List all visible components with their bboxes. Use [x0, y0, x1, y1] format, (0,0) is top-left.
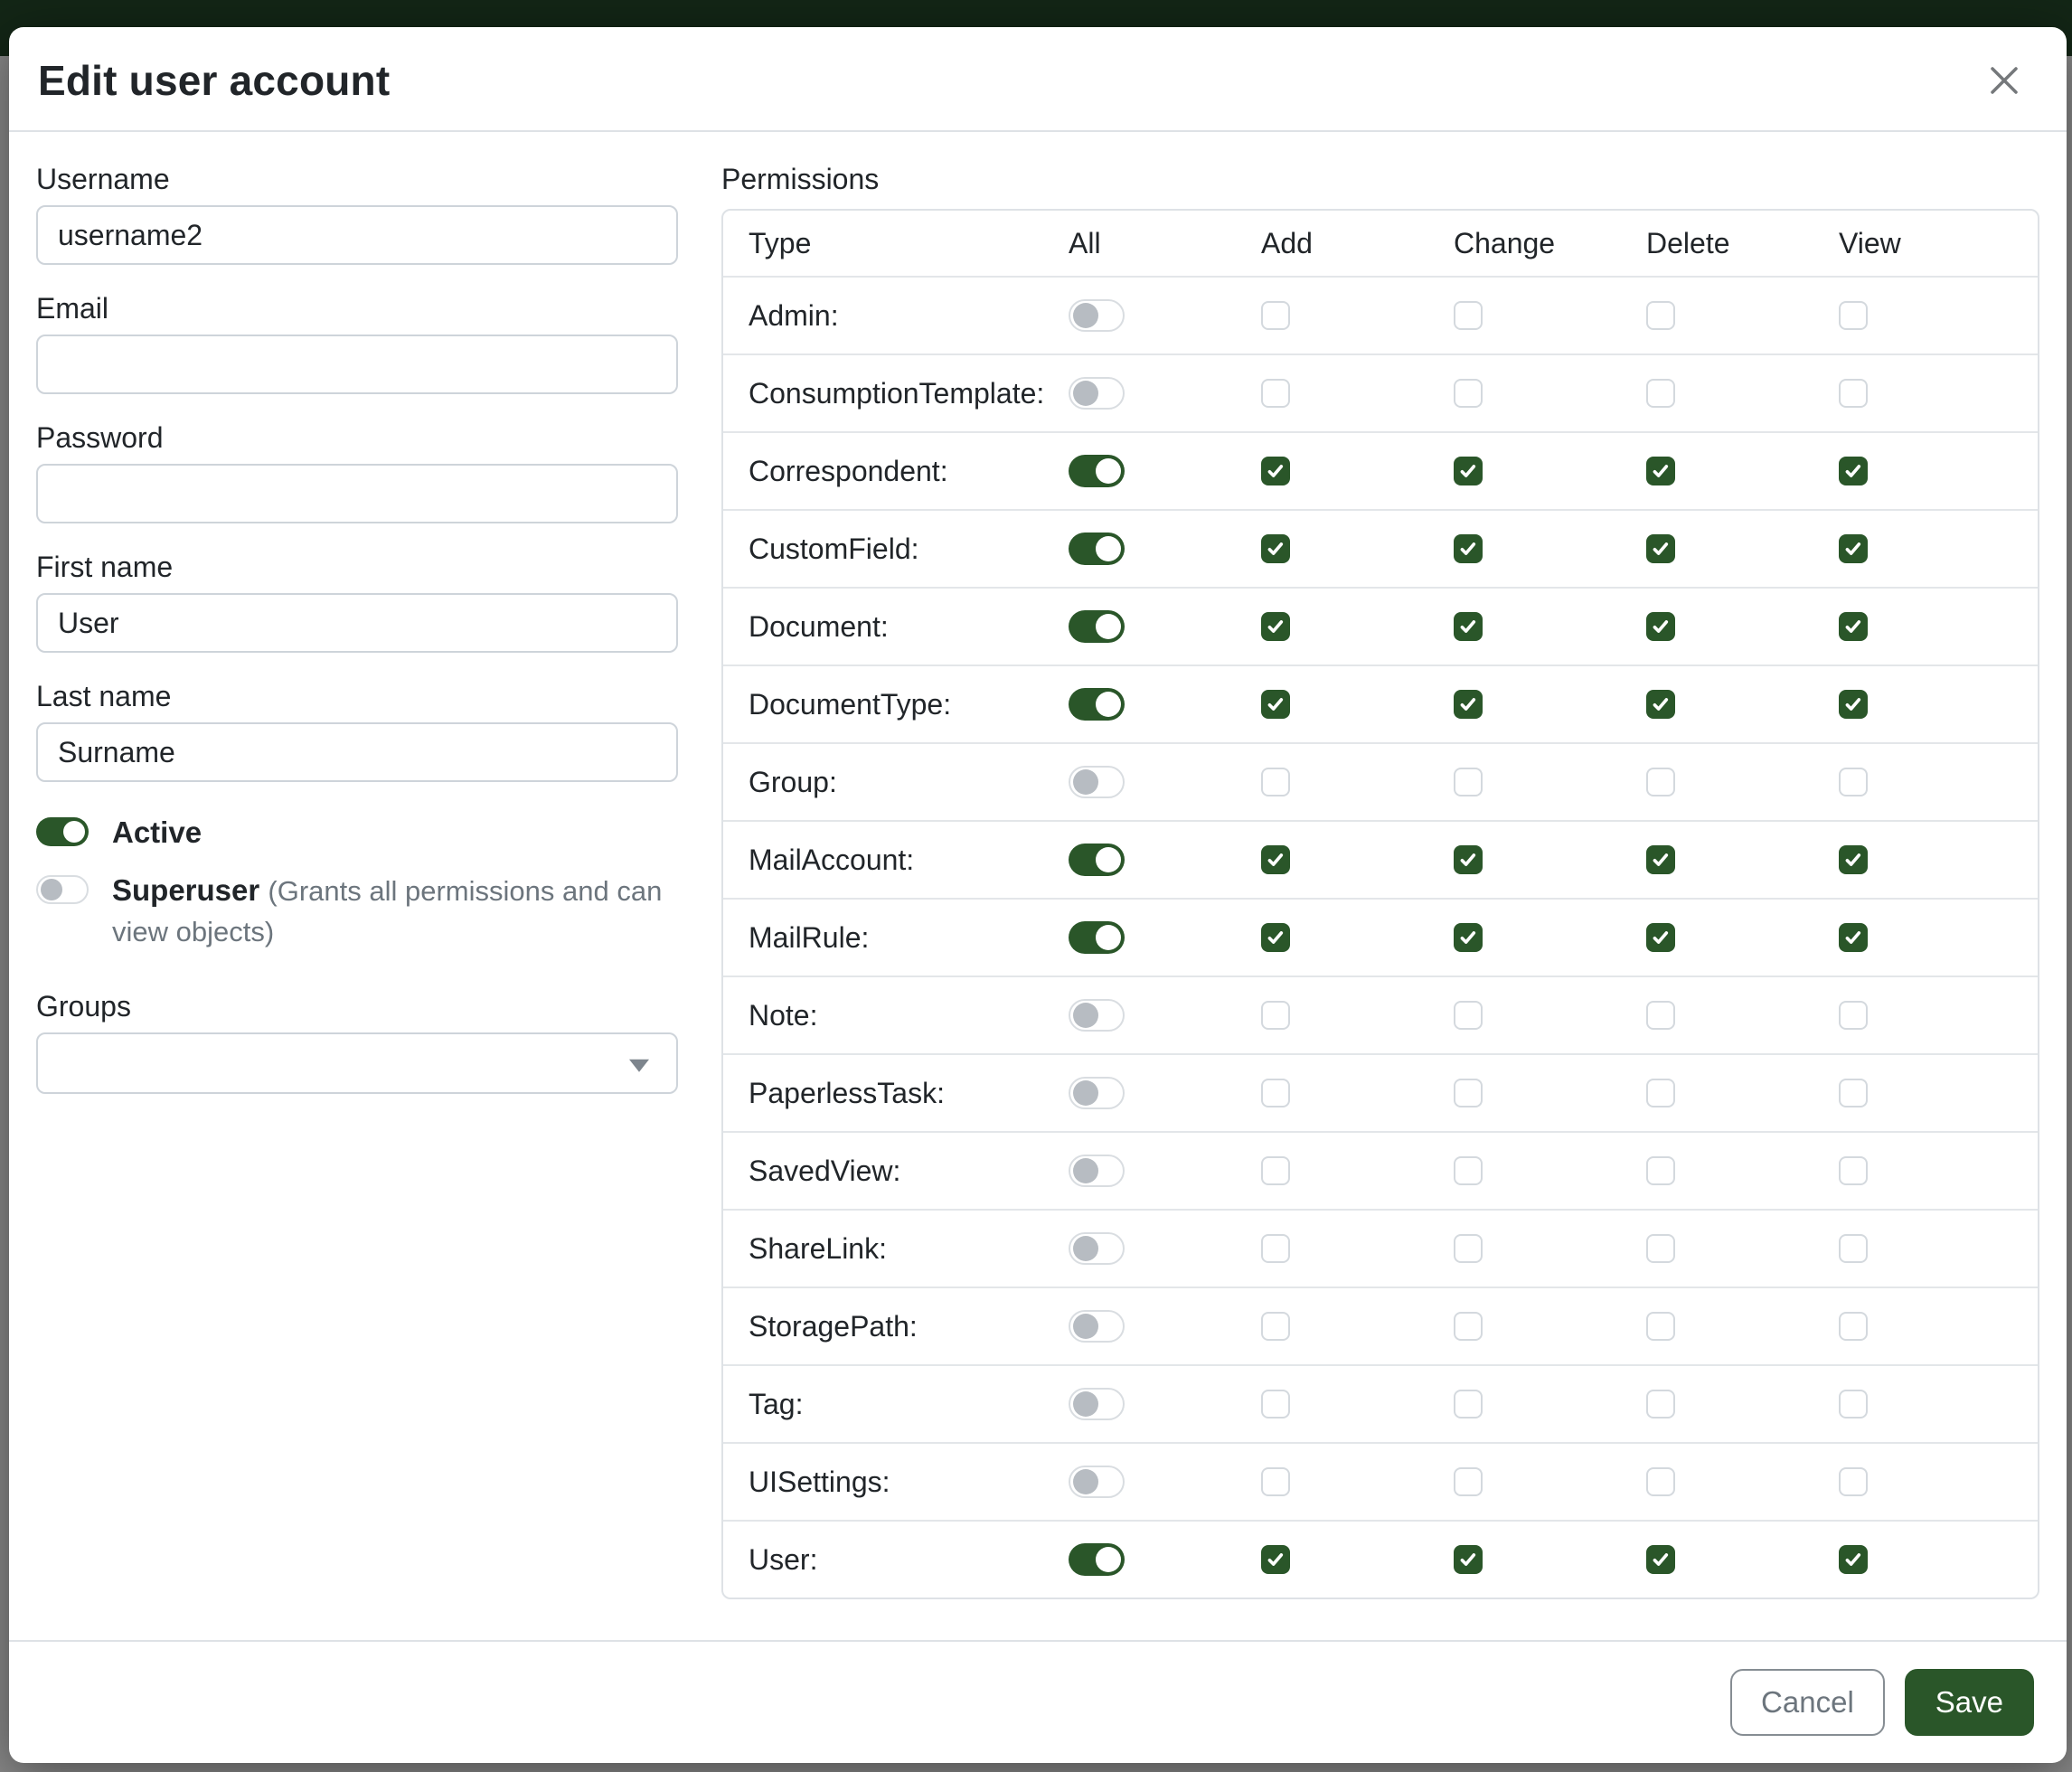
perm-delete-checkbox[interactable]	[1646, 1312, 1675, 1341]
chevron-down-icon	[629, 1060, 649, 1072]
perm-change-checkbox[interactable]	[1454, 1079, 1483, 1108]
groups-label: Groups	[36, 990, 131, 1023]
first-name-group	[36, 551, 678, 653]
perm-change-checkbox[interactable]	[1454, 923, 1483, 952]
perm-type-label: ConsumptionTemplate:	[749, 376, 1045, 410]
permissions-table-row	[723, 1520, 2038, 1598]
col-header-delete: Delete	[1646, 226, 1730, 259]
perm-add-checkbox[interactable]	[1261, 1545, 1290, 1574]
perm-change-checkbox[interactable]	[1454, 690, 1483, 719]
permissions-table-row	[723, 1209, 2038, 1287]
groups-group	[36, 990, 678, 1094]
active-label: Active	[112, 815, 202, 849]
perm-add-checkbox[interactable]	[1261, 534, 1290, 563]
perm-delete-checkbox[interactable]	[1646, 768, 1675, 796]
perm-view-checkbox[interactable]	[1839, 1001, 1868, 1030]
perm-delete-checkbox[interactable]	[1646, 1545, 1675, 1574]
perm-all-toggle[interactable]	[1069, 1543, 1125, 1576]
perm-add-checkbox[interactable]	[1261, 1312, 1290, 1341]
permissions-table-row	[723, 353, 2038, 431]
permissions-table-row	[723, 587, 2038, 664]
perm-view-checkbox[interactable]	[1839, 768, 1868, 796]
edit-user-modal	[9, 27, 2067, 1763]
perm-type-label: Note:	[749, 998, 818, 1032]
perm-add-checkbox[interactable]	[1261, 457, 1290, 485]
perm-change-checkbox[interactable]	[1454, 457, 1483, 485]
close-icon	[1983, 90, 2025, 104]
perm-type-label: Tag:	[749, 1387, 804, 1420]
superuser-text	[112, 871, 678, 952]
perm-change-checkbox[interactable]	[1454, 845, 1483, 874]
perm-add-checkbox[interactable]	[1261, 1390, 1290, 1419]
perm-view-checkbox[interactable]	[1839, 301, 1868, 330]
perm-add-checkbox[interactable]	[1261, 612, 1290, 641]
cancel-button[interactable]: Cancel	[1730, 1669, 1885, 1736]
perm-type-label: User:	[749, 1542, 818, 1576]
password-field[interactable]	[36, 464, 678, 523]
permissions-table-row	[723, 1287, 2038, 1364]
save-button[interactable]: Save	[1905, 1669, 2034, 1736]
first-name-label: First name	[36, 551, 174, 583]
permissions-table-header	[723, 211, 2038, 276]
perm-add-checkbox[interactable]	[1261, 1156, 1290, 1185]
col-header-all: All	[1069, 226, 1101, 259]
perm-delete-checkbox[interactable]	[1646, 612, 1675, 641]
permissions-section	[721, 163, 2039, 1613]
perm-view-checkbox[interactable]	[1839, 1545, 1868, 1574]
active-row	[36, 813, 678, 853]
perm-add-checkbox[interactable]	[1261, 1234, 1290, 1263]
perm-delete-checkbox[interactable]	[1646, 1001, 1675, 1030]
permissions-table-row	[723, 1442, 2038, 1520]
password-group	[36, 421, 678, 523]
permissions-table	[721, 209, 2039, 1599]
perm-type-label: Correspondent:	[749, 454, 948, 487]
perm-delete-checkbox[interactable]	[1646, 1467, 1675, 1496]
perm-all-toggle[interactable]	[1069, 299, 1125, 332]
permissions-heading: Permissions	[721, 163, 880, 195]
permissions-table-row	[723, 898, 2038, 976]
perm-view-checkbox[interactable]	[1839, 1079, 1868, 1108]
superuser-toggle[interactable]	[36, 875, 89, 904]
perm-change-checkbox[interactable]	[1454, 612, 1483, 641]
perm-change-checkbox[interactable]	[1454, 1545, 1483, 1574]
perm-delete-checkbox[interactable]	[1646, 1390, 1675, 1419]
email-group	[36, 292, 678, 394]
perm-type-label: PaperlessTask:	[749, 1076, 945, 1109]
perm-delete-checkbox[interactable]	[1646, 690, 1675, 719]
first-name-field[interactable]	[36, 593, 678, 653]
perm-add-checkbox[interactable]	[1261, 690, 1290, 719]
username-input[interactable]	[36, 205, 678, 265]
col-header-add: Add	[1261, 226, 1313, 259]
perm-all-toggle[interactable]	[1069, 999, 1125, 1032]
perm-change-checkbox[interactable]	[1454, 1156, 1483, 1185]
perm-delete-checkbox[interactable]	[1646, 845, 1675, 874]
perm-view-checkbox[interactable]	[1839, 1390, 1868, 1419]
perm-all-toggle[interactable]	[1069, 1466, 1125, 1498]
perm-type-label: Document:	[749, 609, 889, 643]
perm-change-checkbox[interactable]	[1454, 379, 1483, 408]
perm-all-toggle[interactable]	[1069, 1310, 1125, 1343]
perm-change-checkbox[interactable]	[1454, 1467, 1483, 1496]
perm-add-checkbox[interactable]	[1261, 301, 1290, 330]
permissions-table-row	[723, 509, 2038, 587]
perm-type-label: SavedView:	[749, 1154, 901, 1187]
perm-view-checkbox[interactable]	[1839, 612, 1868, 641]
perm-delete-checkbox[interactable]	[1646, 923, 1675, 952]
perm-view-checkbox[interactable]	[1839, 1312, 1868, 1341]
perm-type-label: CustomField:	[749, 532, 919, 565]
modal-body	[9, 132, 2067, 1640]
perm-delete-checkbox[interactable]	[1646, 301, 1675, 330]
perm-change-checkbox[interactable]	[1454, 1001, 1483, 1030]
perm-add-checkbox[interactable]	[1261, 379, 1290, 408]
perm-type-label: Admin:	[749, 298, 839, 332]
perm-change-checkbox[interactable]	[1454, 1312, 1483, 1341]
perm-all-toggle[interactable]	[1069, 533, 1125, 565]
superuser-hint: (Grants all permissions and can view objects)	[112, 875, 663, 947]
permissions-rows	[723, 276, 2038, 1598]
password-label: Password	[36, 421, 164, 454]
permissions-table-row	[723, 431, 2038, 509]
perm-type-label: MailRule:	[749, 920, 870, 954]
email-label: Email	[36, 292, 109, 325]
perm-change-checkbox[interactable]	[1454, 1390, 1483, 1419]
perm-change-checkbox[interactable]	[1454, 534, 1483, 563]
col-header-type: Type	[749, 226, 812, 259]
col-header-change: Change	[1454, 226, 1556, 259]
perm-all-toggle[interactable]	[1069, 455, 1125, 487]
permissions-table-row	[723, 664, 2038, 742]
perm-view-checkbox[interactable]	[1839, 690, 1868, 719]
perm-add-checkbox[interactable]	[1261, 923, 1290, 952]
perm-all-toggle[interactable]	[1069, 1232, 1125, 1265]
perm-add-checkbox[interactable]	[1261, 1001, 1290, 1030]
perm-type-label: UISettings:	[749, 1465, 890, 1498]
perm-type-label: Group:	[749, 765, 837, 798]
superuser-label: Superuser	[112, 873, 260, 907]
perm-all-toggle[interactable]	[1069, 766, 1125, 798]
perm-view-checkbox[interactable]	[1839, 1467, 1868, 1496]
perm-delete-checkbox[interactable]	[1646, 534, 1675, 563]
perm-delete-checkbox[interactable]	[1646, 1234, 1675, 1263]
perm-view-checkbox[interactable]	[1839, 1234, 1868, 1263]
permissions-table-row	[723, 276, 2038, 353]
superuser-row	[36, 871, 678, 952]
perm-all-toggle[interactable]	[1069, 1155, 1125, 1187]
user-form	[36, 163, 678, 1613]
last-name-label: Last name	[36, 680, 172, 712]
col-header-view: View	[1839, 226, 1901, 259]
active-toggle[interactable]	[36, 817, 89, 846]
perm-change-checkbox[interactable]	[1454, 1234, 1483, 1263]
perm-all-toggle[interactable]	[1069, 1388, 1125, 1420]
perm-type-label: MailAccount:	[749, 843, 915, 876]
perm-all-toggle[interactable]	[1069, 688, 1125, 721]
perm-view-checkbox[interactable]	[1839, 534, 1868, 563]
perm-type-label: DocumentType:	[749, 687, 952, 721]
perm-add-checkbox[interactable]	[1261, 1079, 1290, 1108]
modal-title: Edit user account	[38, 57, 391, 104]
perm-type-label: ShareLink:	[749, 1231, 887, 1265]
perm-all-toggle[interactable]	[1069, 610, 1125, 643]
perm-delete-checkbox[interactable]	[1646, 1079, 1675, 1108]
perm-all-toggle[interactable]	[1069, 844, 1125, 876]
perm-type-label: StoragePath:	[749, 1309, 918, 1343]
perm-view-checkbox[interactable]	[1839, 379, 1868, 408]
perm-add-checkbox[interactable]	[1261, 1467, 1290, 1496]
perm-view-checkbox[interactable]	[1839, 1156, 1868, 1185]
perm-add-checkbox[interactable]	[1261, 845, 1290, 874]
perm-view-checkbox[interactable]	[1839, 845, 1868, 874]
permissions-table-row	[723, 1053, 2038, 1131]
perm-delete-checkbox[interactable]	[1646, 457, 1675, 485]
permissions-table-row	[723, 820, 2038, 898]
perm-delete-checkbox[interactable]	[1646, 379, 1675, 408]
email-field[interactable]	[36, 335, 678, 394]
perm-add-checkbox[interactable]	[1261, 768, 1290, 796]
username-label: Username	[36, 163, 170, 195]
perm-view-checkbox[interactable]	[1839, 923, 1868, 952]
permissions-table-row	[723, 1364, 2038, 1442]
modal-footer	[9, 1640, 2067, 1763]
permissions-table-row	[723, 742, 2038, 820]
close-button[interactable]	[1978, 54, 2030, 107]
username-group	[36, 163, 678, 265]
groups-select[interactable]	[36, 1032, 678, 1094]
perm-change-checkbox[interactable]	[1454, 301, 1483, 330]
perm-delete-checkbox[interactable]	[1646, 1156, 1675, 1185]
permissions-table-row	[723, 976, 2038, 1053]
perm-all-toggle[interactable]	[1069, 921, 1125, 954]
perm-all-toggle[interactable]	[1069, 1077, 1125, 1109]
perm-view-checkbox[interactable]	[1839, 457, 1868, 485]
permissions-table-row	[723, 1131, 2038, 1209]
last-name-field[interactable]	[36, 722, 678, 782]
perm-change-checkbox[interactable]	[1454, 768, 1483, 796]
perm-all-toggle[interactable]	[1069, 377, 1125, 410]
modal-header	[9, 27, 2067, 132]
last-name-group	[36, 680, 678, 782]
